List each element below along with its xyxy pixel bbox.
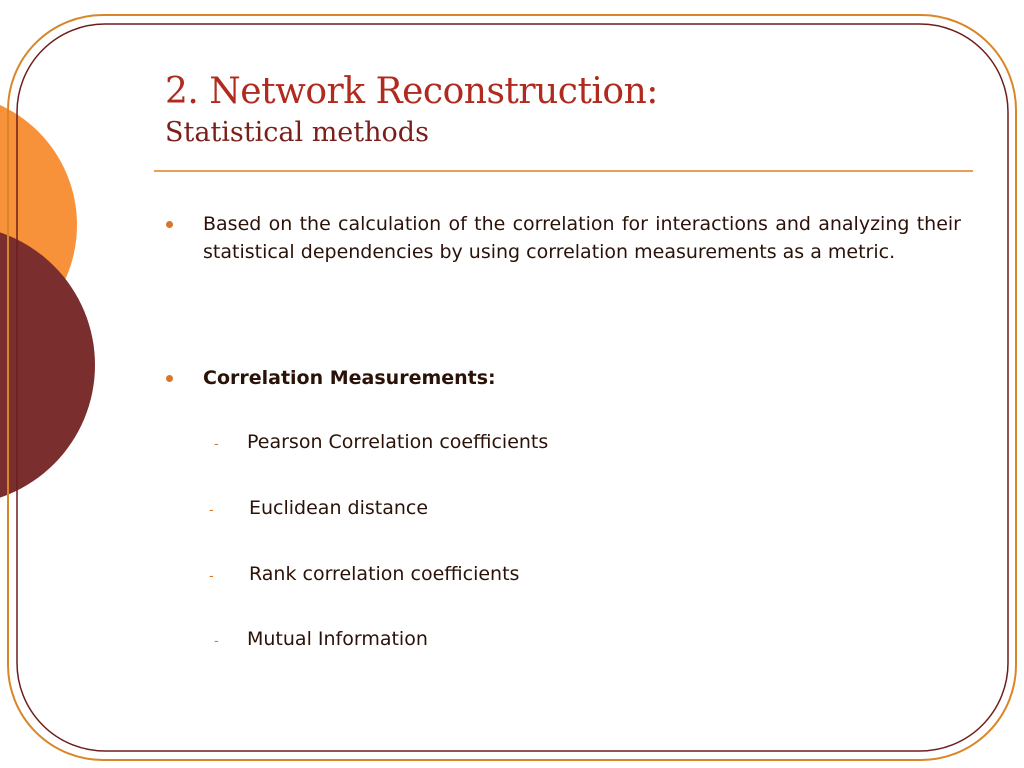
- list-item: Mutual Information: [247, 628, 428, 650]
- dash-marker-icon: -: [214, 437, 219, 452]
- dash-marker-icon: -: [209, 569, 214, 584]
- bullet-description: Based on the calculation of the correlation for interactions and analyzing their statistical dependencies by using correlation measurements as a metric.: [203, 213, 961, 263]
- slide-title: 2. Network Reconstruction:: [165, 71, 658, 112]
- list-item: Euclidean distance: [249, 497, 429, 519]
- bullet-dot-icon: [166, 375, 173, 382]
- bullet-dot-icon: [166, 221, 173, 228]
- title-divider: [154, 170, 973, 172]
- dash-marker-icon: -: [214, 634, 219, 649]
- slide-subtitle: Statistical methods: [165, 117, 429, 148]
- bullet-correlation-heading: Correlation Measurements:: [203, 367, 496, 389]
- title-block: [165, 70, 965, 152]
- list-item: Rank correlation coefficients: [249, 563, 520, 585]
- list-item: Pearson Correlation coefficients: [247, 431, 549, 453]
- dash-marker-icon: -: [209, 503, 214, 518]
